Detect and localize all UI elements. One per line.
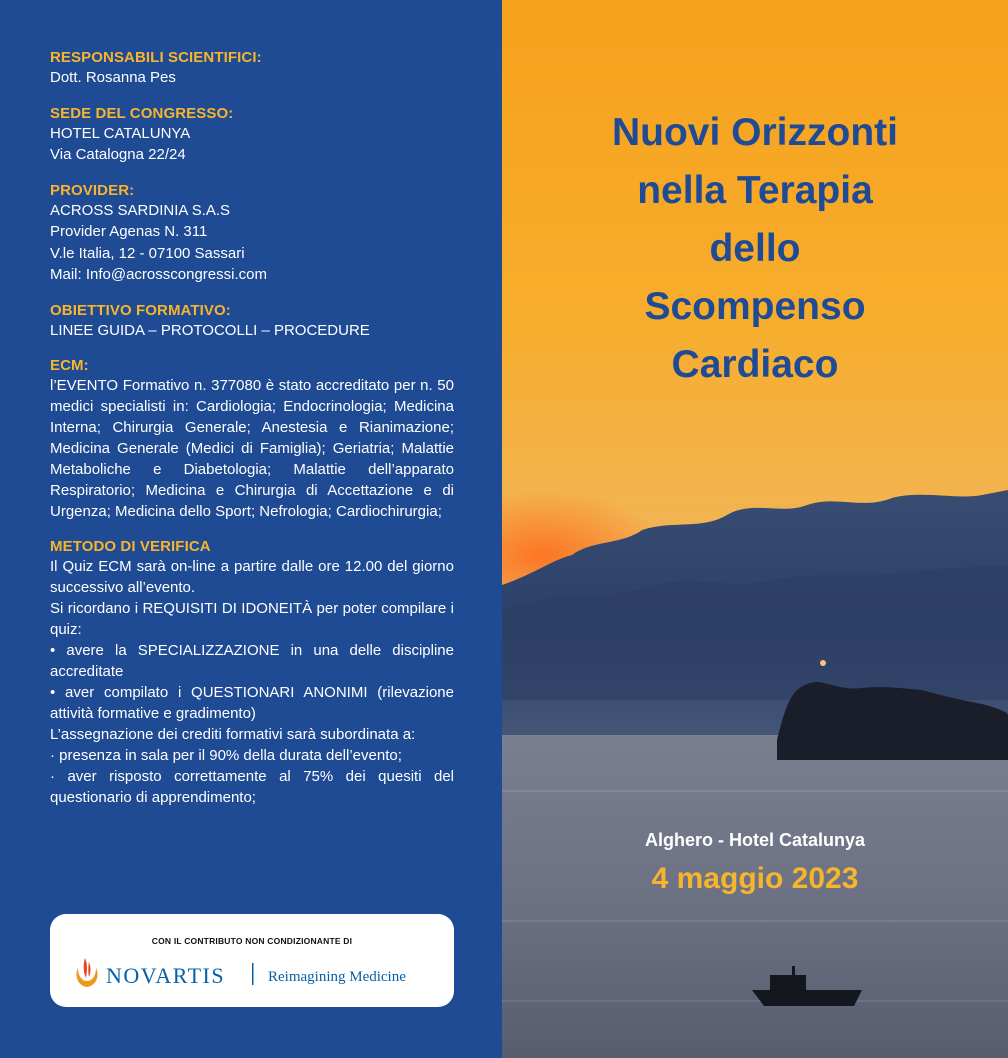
section-line: V.le Italia, 12 - 07100 Sassari xyxy=(50,244,245,262)
event-title xyxy=(502,104,1008,394)
provider-section xyxy=(50,181,454,286)
novartis-logo xyxy=(72,954,442,994)
metodo-bullet: • avere la SPECIALIZZAZIONE in una delle discipline accreditate xyxy=(50,642,454,680)
title-line: nella Terapia xyxy=(637,169,873,212)
event-date: 4 maggio 2023 xyxy=(651,862,859,895)
section-line: ACROSS SARDINIA S.A.S xyxy=(50,201,231,219)
novartis-wordmark: NOVARTIS xyxy=(106,963,226,988)
section-line: Provider Agenas N. 311 xyxy=(50,223,208,240)
metodo-item: · aver risposto correttamente al 75% dei quesiti del questionario di apprendimento; xyxy=(50,768,454,806)
section-title: METODO DI VERIFICA xyxy=(50,538,211,555)
ecm-text: l’EVENTO Formativo n. 377080 è stato accreditato per n. 50 medici specialisti in: Cardiologia; Endocrinologia; Medicina Interna; Chirurgia Generale; Anestesia e Rianimazione; Medicina Generale (Medici di Famiglia); Geriatria; Malattie Metaboliche e Diabetologia; Malattie dell’apparato Respiratorio; Medicina e Chirurgia di Accettazione e di Urgenza; Medicina dello Sport; Nefrologia; Cardiochirurgia; xyxy=(50,377,454,520)
title-line: dello xyxy=(709,227,801,270)
metodo-paragraph: Si ricordano i REQUISITI DI IDONEITÀ per poter compilare i quiz: xyxy=(50,600,454,638)
section-title: RESPONSABILI SCIENTIFICI: xyxy=(50,49,262,66)
novartis-flame-icon xyxy=(76,958,97,987)
ecm-section xyxy=(50,356,454,522)
info-panel xyxy=(0,0,502,1058)
cover-panel xyxy=(502,0,1008,1058)
section-line: Via Catalogna 22/24 xyxy=(50,146,186,163)
provider-email: Mail: Info@acrosscongressi.com xyxy=(50,266,267,283)
metodo-paragraph: Il Quiz ECM sarà on-line a partire dalle ore 12.00 del giorno successivo all’evento. xyxy=(50,558,454,596)
logo-divider xyxy=(252,963,254,985)
metodo-paragraph: L’assegnazione dei crediti formativi sarà subordinata a: xyxy=(50,726,416,743)
title-line: Cardiaco xyxy=(671,343,839,386)
metodo-item: · presenza in sala per il 90% della durata dell’evento; xyxy=(50,747,402,764)
title-line: Scompenso xyxy=(644,285,866,328)
lighthouse-light xyxy=(820,660,826,666)
novartis-tagline: Reimagining Medicine xyxy=(268,969,406,985)
section-title: SEDE DEL CONGRESSO: xyxy=(50,104,234,122)
sede-section xyxy=(50,104,454,166)
section-title: PROVIDER: xyxy=(50,181,135,199)
metodo-section xyxy=(50,537,454,808)
section-line: Dott. Rosanna Pes xyxy=(50,69,176,86)
responsabili-section xyxy=(50,48,454,89)
metodo-bullet: • aver compilato i QUESTIONARI ANONIMI (rilevazione attività formative e gradimento) xyxy=(50,684,454,722)
title-line: Nuovi Orizzonti xyxy=(612,111,898,154)
sponsor-caption: CON IL CONTRIBUTO NON CONDIZIONANTE DI xyxy=(151,936,353,946)
section-title: ECM: xyxy=(50,357,89,374)
event-place: Alghero - Hotel Catalunya xyxy=(644,830,866,850)
section-line: LINEE GUIDA – PROTOCOLLI – PROCEDURE xyxy=(50,321,370,339)
section-title: OBIETTIVO FORMATIVO: xyxy=(50,301,231,319)
section-line: HOTEL CATALUNYA xyxy=(50,124,191,142)
sponsor-box xyxy=(50,914,454,1007)
obiettivo-section xyxy=(50,301,454,342)
